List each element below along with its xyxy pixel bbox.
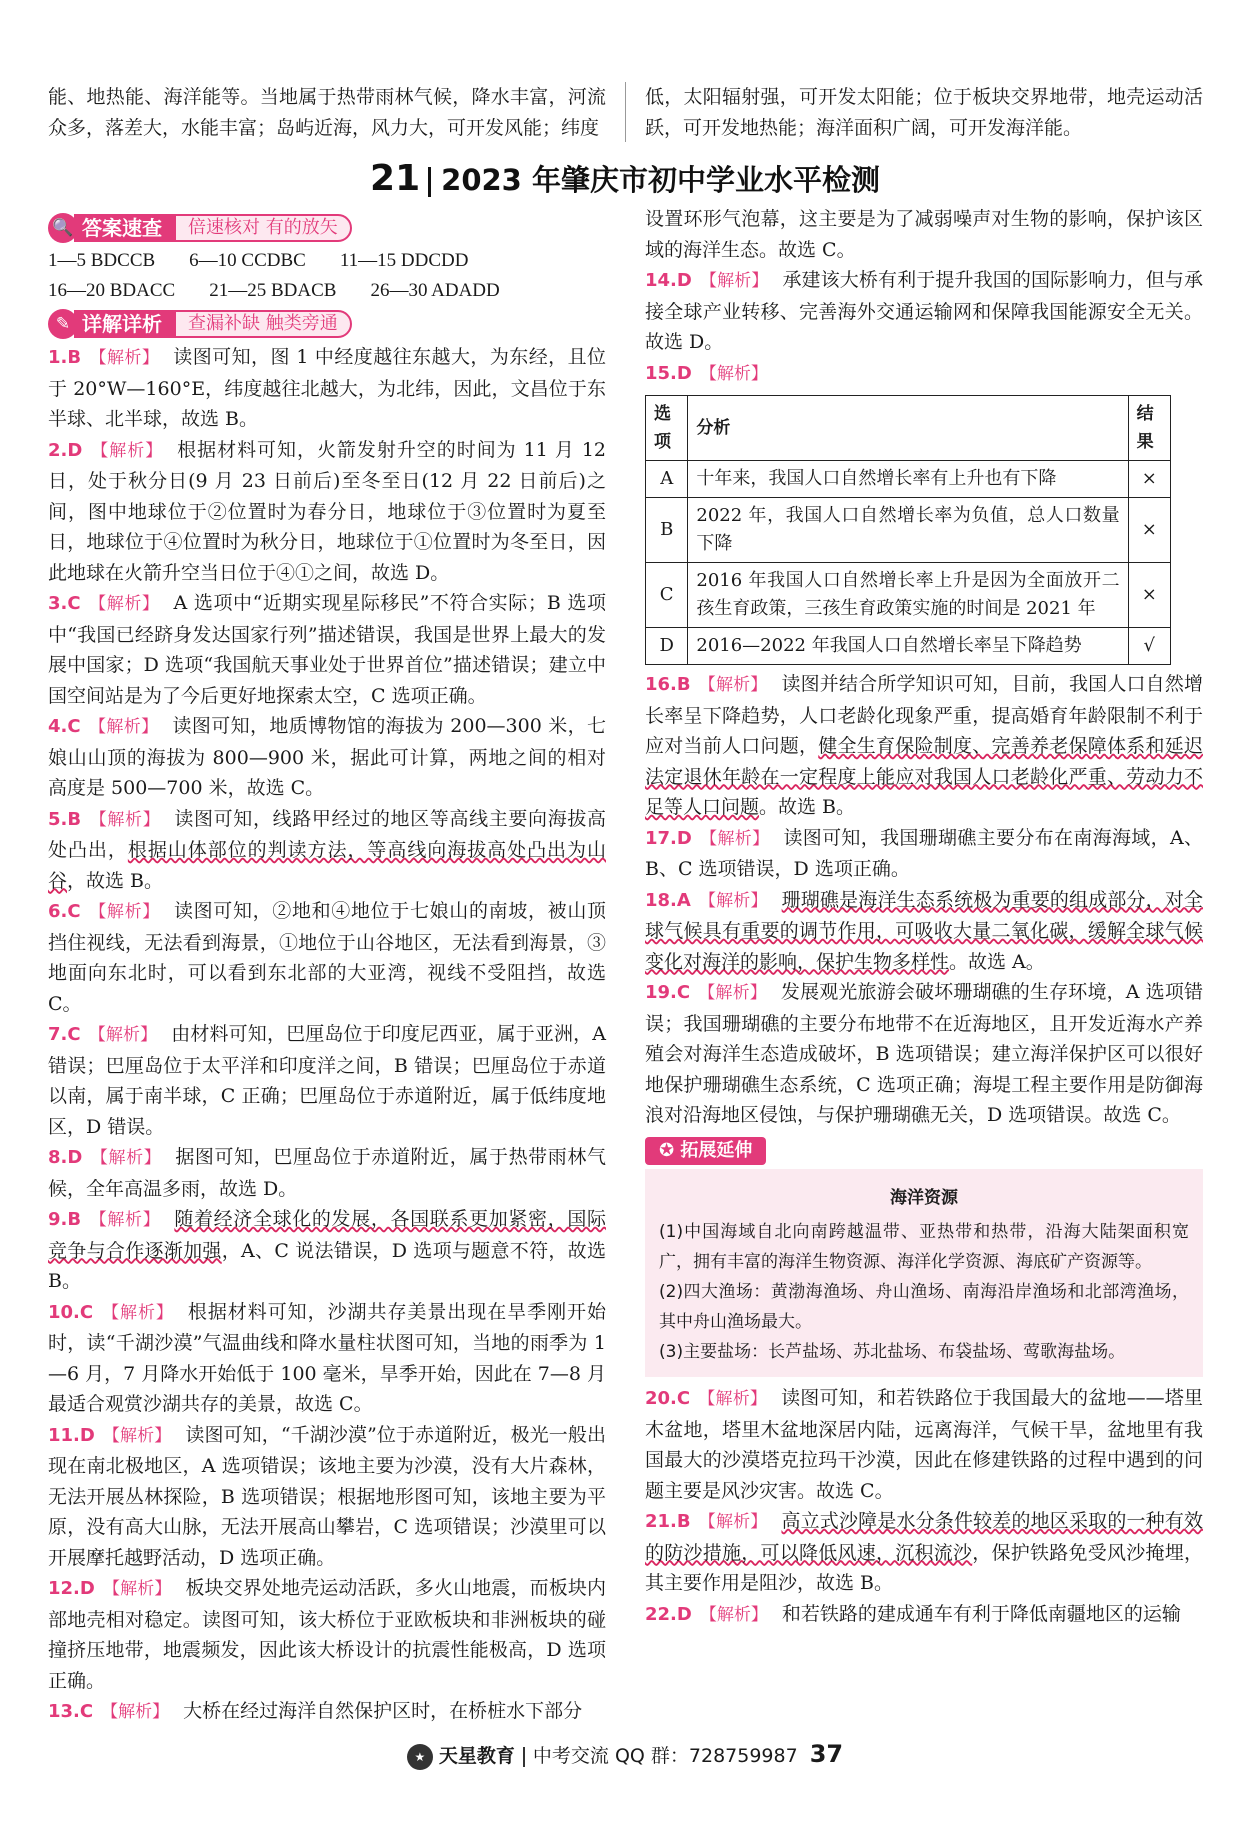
table-cell: 2016 年我国人口自然增长率上升是因为全面放开二孩生育政策，三孩生育政策实施的时间是 2021 年 xyxy=(688,563,1128,628)
section-title xyxy=(0,158,1250,199)
question-number: 3.C xyxy=(48,593,81,614)
question-number: 9.B xyxy=(48,1209,82,1230)
answer-group: 16—20 BDACC xyxy=(48,280,176,301)
explanation-text: 据图可知，巴厘岛位于赤道附近，属于热带雨林气候，全年高温多雨，故选 D。 xyxy=(48,1146,606,1200)
explanation-item xyxy=(48,1019,606,1142)
key-point-underlined: 根据山体部位的判读方法，等高线向海拔高处凸出为山谷 xyxy=(48,839,606,892)
continued-text: 设置环形气泡幕，这主要是为了减弱噪声对生物的影响，保护该区域的海洋生态。故选 C。 xyxy=(645,208,1203,261)
answer-group: 1—5 BDCCB xyxy=(48,250,156,271)
table-row xyxy=(646,498,1171,563)
explanation-item xyxy=(48,896,606,1019)
key-point-underlined: 健全生育保险制度、完善养老保障体系和延迟法定退休年龄在一定程度上能应对我国人口老龄化严重、劳动力不足等人口问题 xyxy=(645,735,1203,818)
explanation-text: 由材料可知，巴厘岛位于印度尼西亚，属于亚洲，A 错误；巴厘岛位于太平洋和印度洋之间，B 错误；巴厘岛位于赤道以南，属于南半球，C 正确；巴厘岛位于赤道附近，属于低纬度地区，D 错误。 xyxy=(48,1023,606,1138)
explanation-text: 读图可知，和若铁路位于我国最大的盆地——塔里木盆地，塔里木盆地深居内陆，远离海洋，气候干旱，盆地里有我国最大的沙漠塔克拉玛干沙漠，因此在修建铁路的过程中遇到的问题主要是风沙灾害。故选 C。 xyxy=(645,1387,1203,1502)
question-number: 16.B xyxy=(645,674,691,695)
answer-row xyxy=(48,246,606,276)
table-header: 选项 xyxy=(646,396,688,461)
question-number: 5.B xyxy=(48,808,82,830)
explanation-text: 发展观光旅游会破坏珊瑚礁的生存环境，A 选项错误；我国珊瑚礁的主要分布地带不在近海地区，且开发近海水产养殖会对海洋生态造成破坏，B 选项错误；建立海洋保护区可以很好地保护珊瑚礁生态系统，C 选项正确；海堤工程主要作用是防御海浪对沿海地区侵蚀，与保护珊瑚礁无关，D 选项错误。故选 C。 xyxy=(645,981,1204,1126)
extension-line: (1)中国海域自北向南跨越温带、亚热带和热带，沿海大陆架面积宽广，拥有丰富的海洋生物资源、海洋化学资源、海底矿产资源等。 xyxy=(659,1222,1189,1272)
section-number: 21 xyxy=(370,158,421,199)
right-explanations xyxy=(645,669,1203,1131)
explanation-item xyxy=(48,1204,606,1297)
right-column xyxy=(645,204,1203,1630)
explanation-item xyxy=(645,669,1203,823)
analysis-tag: 【解析】 xyxy=(698,890,768,911)
page-number: 37 xyxy=(809,1740,844,1768)
extension-heading: 海洋资源 xyxy=(890,1188,958,1208)
analysis-tag: 【解析】 xyxy=(90,440,164,461)
question-number: 18.A xyxy=(645,889,691,911)
extension-box xyxy=(645,1169,1203,1377)
analysis-tag: 【解析】 xyxy=(102,1425,172,1446)
analysis-tag: 【解析】 xyxy=(698,983,767,1003)
explanation-item xyxy=(48,1420,606,1574)
top-right-text: 低，太阳辐射强，可开发太阳能；位于板块交界地带，地壳运动活跃，可开发地热能；海洋面积广阔，可开发海洋能。 xyxy=(645,86,1203,139)
quick-answers-banner xyxy=(48,212,352,244)
left-explanations xyxy=(48,342,606,1728)
detail-banner xyxy=(48,308,352,340)
table-cell: A xyxy=(646,461,688,498)
explanation-text: 读图可知，地质博物馆的海拔为 200—300 米，七娘山山顶的海拔为 800—900 米，据此可计算，两地之间的相对高度是 500—700 米，故选 C。 xyxy=(48,715,606,799)
analysis-tag: 【解析】 xyxy=(699,828,770,849)
explanation-item xyxy=(48,435,606,589)
answer-group: 6—10 CCDBC xyxy=(189,250,306,271)
answer-group: 26—30 ADADD xyxy=(370,280,500,301)
question-number: 12.D xyxy=(48,1578,95,1599)
extension-banner: ✪ 拓展延伸 xyxy=(645,1137,766,1165)
explanation-item xyxy=(645,977,1203,1131)
analysis-tag: 【解析】 xyxy=(88,1025,158,1045)
footer xyxy=(0,1740,1250,1770)
analysis-tag: 【解析】 xyxy=(698,1512,768,1532)
right-explanations-2 xyxy=(645,1383,1203,1630)
explanation-text: 板块交界处地壳运动活跃，多火山地震，而板块内部地壳相对稳定。读图可知，该大桥位于亚欧板块和非洲板块的碰撞挤压地带，地震频发，因此该大桥设计的抗震性能极高，D 选项正确。 xyxy=(48,1577,606,1692)
key-point-underlined: 高立式沙障是水分条件较差的地区采取的一种有效的防沙措施，可以降低风速，沉积流沙 xyxy=(645,1510,1203,1564)
table-cell: × xyxy=(1128,563,1170,628)
key-point-underlined: 随着经济全球化的发展，各国联系更加紧密，国际竞争与合作逐渐加强 xyxy=(48,1208,606,1262)
explanation-text: 读图可知，线路甲经过的地区等高线主要向海拔高处凸出， xyxy=(48,807,606,861)
footer-brand: 天星教育 xyxy=(438,1745,515,1767)
q14: 14.D 【解析】 承建该大桥有利于提升我国的国际影响力，但与承接全球产业转移、完善海外交通运输网和保障我国能源安全无关。故选 D。 xyxy=(645,269,1203,353)
section-title-text: 2023 年肇庆市初中学业水平检测 xyxy=(441,163,880,197)
question-number: 8.D xyxy=(48,1147,83,1168)
analysis-tag: 【解析】 xyxy=(89,1210,161,1230)
question-number: 21.B xyxy=(645,1511,691,1532)
answer-group: 21—25 BDACB xyxy=(209,280,337,301)
magnifier-icon: 🔍 xyxy=(48,213,78,243)
analysis-tag: 【解析】 xyxy=(698,675,768,695)
question-number: 17.D xyxy=(645,827,692,849)
question-number: 19.C xyxy=(645,982,691,1003)
explanation-text-end: ，保护铁路免受风沙掩埋，其主要作用是阻沙，故选 B。 xyxy=(645,1541,1203,1594)
table-cell: × xyxy=(1128,498,1170,563)
explanation-item xyxy=(645,885,1203,978)
table-row xyxy=(646,563,1171,628)
top-left-text: 能、地热能、海洋能等。当地属于热带雨林气候，降水丰富，河流众多，落差大，水能丰富；岛屿近海，风力大，可开发风能；纬度 xyxy=(48,86,606,139)
question-number: 13.C xyxy=(48,1701,94,1722)
table-row xyxy=(646,628,1171,665)
question-number: 22.D xyxy=(645,1603,692,1625)
explanation-item xyxy=(645,823,1203,885)
analysis-table xyxy=(645,395,1171,665)
explanation-item xyxy=(48,342,606,435)
table-cell: 2022 年，我国人口自然增长率为负值，总人口数量下降 xyxy=(688,498,1128,563)
star-icon: ✪ xyxy=(659,1139,681,1161)
table-cell: B xyxy=(646,498,688,563)
question-number: 11.D xyxy=(48,1424,95,1446)
answer-row xyxy=(48,276,606,306)
explanation-text: 读图可知，“千湖沙漠”位于赤道附近，极光一般出现在南北极地区，A 选项错误；该地主要为沙漠，没有大片森林，无法开展丛林探险，B 选项错误；根据地形图可知，该地主要为平原，没有高大山脉，无法开展高山攀岩，C 选项错误；沙漠里可以开展摩托越野活动，D 选项正确。 xyxy=(48,1423,606,1569)
footer-qq: 中考交流 QQ 群：728759987 xyxy=(532,1745,798,1767)
brand-logo-icon: ★ xyxy=(407,1744,433,1770)
question-number: 6.C xyxy=(48,901,81,922)
extension-line: (2)四大渔场：黄渤海渔场、舟山渔场、南海沿岸渔场和北部湾渔场，其中舟山渔场最大。 xyxy=(659,1282,1189,1332)
table-cell: D xyxy=(646,628,688,665)
explanation-item xyxy=(645,1599,1203,1631)
question-number: 7.C xyxy=(48,1024,81,1045)
explanation-text: 读图可知，图 1 中经度越往东越大，为东经，且位于 20°W—160°E，纬度越往北越大，为北纬，因此，文昌位于东半球、北半球，故选 B。 xyxy=(48,346,607,430)
explanation-text-end: 。故选 B。 xyxy=(759,796,856,818)
analysis-tag: 【解析】 xyxy=(88,902,160,922)
key-point-underlined: 珊瑚礁是海洋生态系统极为重要的组成部分，对全球气候具有重要的调节作用，可吸收大量二氧化碳，缓解全球气候变化对海洋的影响，保护生物多样性 xyxy=(645,888,1203,973)
analysis-tag: 【解析】 xyxy=(102,1579,172,1599)
analysis-tag: 【解析】 xyxy=(699,1604,768,1625)
answer-key xyxy=(48,246,606,306)
question-number: 4.C xyxy=(48,716,81,737)
left-column xyxy=(48,210,606,1728)
explanation-item xyxy=(48,1142,606,1204)
column-divider xyxy=(625,82,626,142)
analysis-tag: 【解析】 xyxy=(88,717,159,737)
q15: 15.D 【解析】 xyxy=(645,362,768,384)
explanation-text: 根据材料可知，火箭发射升空的时间为 11 月 12 日，处于秋分日(9 月 23 日前后)至冬至日(12 月 22 日前后)之间，图中地球位于②位置时为春分日，地球位于③位置时为夏至日，地球位于④位置时为秋分日，地球位于①位置时为冬至日，因此地球在火箭升空当日位于④①之间，故选 D。 xyxy=(48,438,607,584)
explanation-text: 读图并结合所学知识可知，目前，我国人口自然增长率呈下降趋势，人口老龄化现象严重，提高婚育年龄限制不利于应对当前人口问题， xyxy=(645,673,1203,757)
quick-answers-subtitle: 倍速核对 有的放矢 xyxy=(174,214,352,242)
table-cell: 十年来，我国人口自然增长率有上升也有下降 xyxy=(688,461,1128,498)
explanation-text: 和若铁路的建成通车有利于降低南疆地区的运输 xyxy=(781,1602,1181,1625)
explanation-text: 读图可知，②地和④地位于七娘山的南坡，被山顶挡住视线，无法看到海景，①地位于山谷地区，无法看到海景，③地面向东北时，可以看到东北部的大亚湾，视线不受阻挡，故选 C。 xyxy=(48,900,606,1015)
detail-label: 详解详析 xyxy=(74,310,174,338)
analysis-tag: 【解析】 xyxy=(101,1302,174,1323)
detail-subtitle: 查漏补缺 触类旁通 xyxy=(174,310,352,338)
table-cell: 2016—2022 年我国人口自然增长率呈下降趋势 xyxy=(688,628,1128,665)
table-header: 结果 xyxy=(1128,396,1170,461)
analysis-tag: 【解析】 xyxy=(89,809,161,830)
question-number: 1.B xyxy=(48,347,82,368)
explanation-item xyxy=(48,1696,606,1728)
table-cell: C xyxy=(646,563,688,628)
explanation-item xyxy=(645,1506,1203,1599)
question-number: 20.C xyxy=(645,1388,691,1409)
explanation-item xyxy=(48,1297,606,1420)
explanation-text-end: 。故选 A。 xyxy=(949,950,1045,973)
explanation-text: 大桥在经过海洋自然保护区时，在桥桩水下部分 xyxy=(183,1700,583,1722)
explanation-item xyxy=(48,1573,606,1696)
explanation-item xyxy=(48,804,606,897)
table-header: 分析 xyxy=(688,396,1128,461)
analysis-tag: 【解析】 xyxy=(90,1148,162,1168)
explanation-text: 读图可知，我国珊瑚礁主要分布在南海海域，A、B、C 选项错误，D 选项正确。 xyxy=(645,826,1203,880)
table-cell: √ xyxy=(1128,628,1170,665)
answer-group: 11—15 DDCDD xyxy=(339,250,469,271)
question-number: 10.C xyxy=(48,1301,94,1323)
explanation-text: 根据材料可知，沙湖共存美景出现在旱季刚开始时，读“千湖沙漠”气温曲线和降水量柱状图可知，当地的雨季为 1—6 月，7 月降水开始低于 100 毫米，旱季开始，因此在 7—8 月最适合观赏沙湖共存的美景，故选 C。 xyxy=(48,1300,606,1415)
explanation-text: A 选项中“近期实现星际移民”不符合实际；B 选项中“我国已经跻身发达国家行列”描述错误，我国是世界上最大的发展中国家；D 选项“我国航天事业处于世界首位”描述错误；建立中国空间站是为了今后更好地探索太空，C 选项正确。 xyxy=(48,592,606,707)
question-number: 2.D xyxy=(48,439,83,461)
title-bar xyxy=(428,167,431,197)
quick-answers-label: 答案速查 xyxy=(74,214,174,242)
explanation-text-end: ，A、C 说法错误，D 选项与题意不符，故选 B。 xyxy=(48,1239,606,1292)
analysis-tag: 【解析】 xyxy=(101,1702,170,1722)
table-cell: × xyxy=(1128,461,1170,498)
analysis-tag: 【解析】 xyxy=(698,1389,768,1409)
book-icon: ✎ xyxy=(48,309,78,339)
table-row xyxy=(646,461,1171,498)
extension-line: (3)主要盐场：长芦盐场、苏北盐场、布袋盐场、莺歌海盐场。 xyxy=(659,1342,1126,1362)
explanation-item xyxy=(48,711,606,804)
analysis-tag: 【解析】 xyxy=(88,594,160,614)
explanation-item xyxy=(645,1383,1203,1506)
analysis-tag: 【解析】 xyxy=(89,348,160,368)
explanation-text-end: ，故选 B。 xyxy=(67,869,164,892)
explanation-item xyxy=(48,588,606,711)
